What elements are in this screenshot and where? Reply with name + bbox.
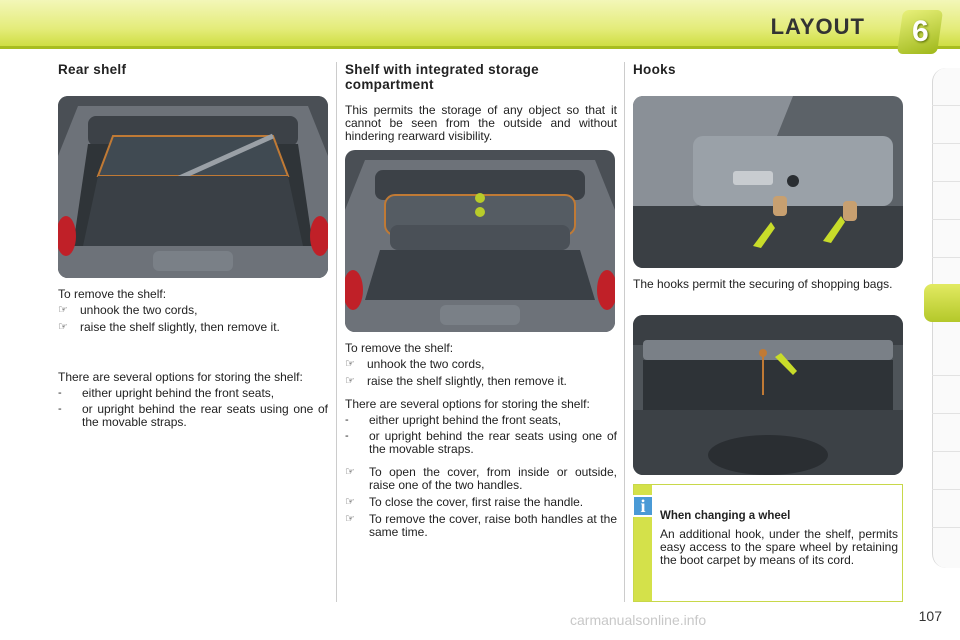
chapter-number: 6 [911,15,929,48]
option-text: either upright behind the front seats, [369,413,562,427]
chapter-tab[interactable] [932,182,960,220]
list-item [58,403,328,429]
pointer-icon: ☞ [345,375,355,387]
list-item [345,513,617,539]
watermark: carmanualsonline.info [570,612,707,628]
storage-shelf-photo [345,150,615,332]
remove-intro: To remove the shelf: [345,341,454,355]
list-item [58,321,328,334]
rear-shelf-photo [58,96,328,278]
chapter-tab[interactable] [932,452,960,490]
chapter-tab-active[interactable] [924,284,960,322]
step-text: To remove the cover, raise both handles at the same time. [369,512,617,539]
info-box [633,484,903,602]
chapter-tab[interactable] [932,220,960,258]
section-title-line2: compartment [345,77,434,92]
page-title: LAYOUT [770,14,865,39]
remove-steps [345,358,617,388]
hooks-section [633,62,903,77]
chapter-tab[interactable] [932,68,960,106]
list-item [345,358,617,371]
dash-mark: - [345,430,349,442]
info-text: An additional hook, under the shelf, permits easy access to the spare wheel by retaining the boot carpet by means of its cord. [660,527,898,567]
hooks-text: The hooks permit the securing of shopping bags. [633,277,893,291]
section-title-line1: Shelf with integrated storage [345,62,539,77]
step-text: unhook the two cords, [367,357,485,371]
list-item [345,496,617,509]
step-text: raise the shelf slightly, then remove it. [80,320,280,334]
storage-intro: There are several options for storing the shelf: [58,370,303,384]
step-text: To open the cover, from inside or outside, raise one of the two handles. [369,465,617,492]
list-item [345,414,617,427]
page-number: 107 [918,608,942,624]
chapter-tab[interactable] [932,376,960,414]
storage-options [58,387,328,429]
list-item [58,387,328,400]
chapter-tab[interactable] [932,338,960,376]
pointer-icon: ☞ [345,358,355,370]
rear-shelf-instructions [58,288,328,338]
chapter-badge [897,10,943,54]
list-item [58,304,328,317]
step-text: unhook the two cords, [80,303,198,317]
list-item [345,466,617,492]
info-icon: i [632,495,654,517]
pointer-icon: ☞ [58,304,68,316]
storage-options [345,414,617,456]
column-divider [336,62,337,602]
chapter-tab[interactable] [932,144,960,182]
pointer-icon: ☞ [58,321,68,333]
step-text: raise the shelf slightly, then remove it. [367,374,567,388]
chapter-tab[interactable] [932,490,960,528]
integrated-storage-section [345,62,617,143]
pointer-icon: ☞ [345,513,355,525]
intro-text: This permits the storage of any object so that it cannot be seen from the outside and without hindering rearward visibility. [345,103,617,143]
chapter-tab[interactable] [932,106,960,144]
list-item [345,430,617,456]
storage-intro: There are several options for storing the shelf: [345,397,590,411]
chapter-tabs [932,68,960,568]
column-divider [624,62,625,602]
hooks-photo [633,96,903,268]
remove-steps [58,304,328,334]
dash-mark: - [345,414,349,426]
rear-shelf-storage [58,371,328,432]
dash-mark: - [58,387,62,399]
section-title: Rear shelf [58,62,127,77]
storage-shelf-instructions [345,342,617,543]
rear-shelf-section [58,62,328,77]
section-title: Hooks [633,62,676,77]
option-text: or upright behind the rear seats using one of the movable straps. [82,402,328,429]
cover-steps [345,466,617,539]
step-text: To close the cover, first raise the handle. [369,495,584,509]
chapter-tab[interactable] [932,414,960,452]
option-text: or upright behind the rear seats using one of the movable straps. [369,429,617,456]
option-text: either upright behind the front seats, [82,386,275,400]
remove-intro: To remove the shelf: [58,287,167,301]
header-line [0,46,960,49]
spare-wheel-hook-photo [633,315,903,475]
pointer-icon: ☞ [345,496,355,508]
hooks-description [633,278,903,291]
list-item [345,375,617,388]
info-title: When changing a wheel [660,510,791,522]
dash-mark: - [58,403,62,415]
pointer-icon: ☞ [345,466,355,478]
